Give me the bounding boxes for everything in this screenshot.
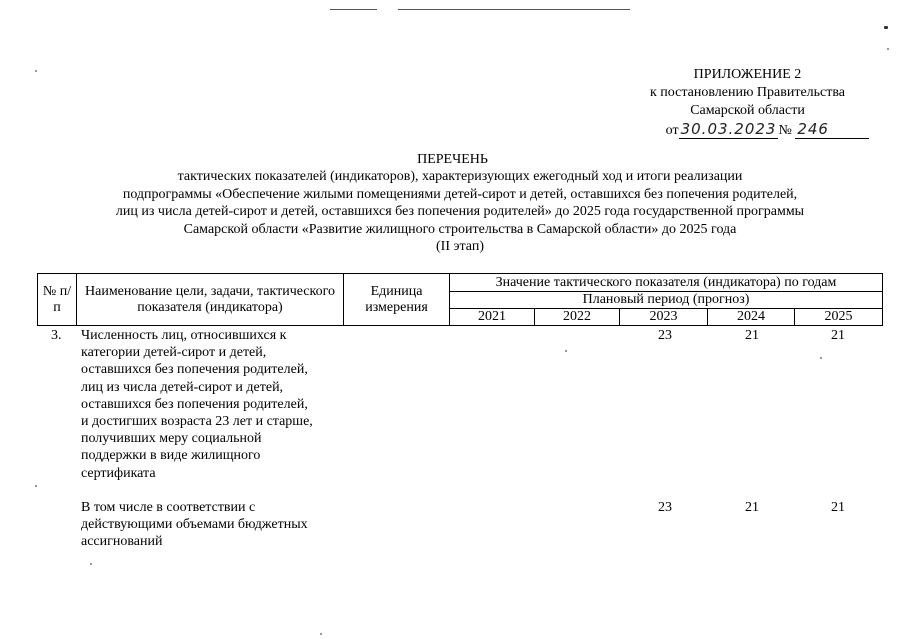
subtitle-line: Самарской области «Развитие жилищного строительства в Самарской области» до 2025 года <box>183 221 737 237</box>
header-values-group: Значение тактического показателя (индикатора) по годам <box>450 274 883 292</box>
value-2025: 21 <box>831 328 845 343</box>
scan-speck <box>565 350 567 352</box>
row-name-line: и достигших возраста 23 лет и старше, <box>81 414 313 430</box>
appendix-line-1: к постановлению Правительства <box>649 85 846 100</box>
row-name-line: оставшихся без попечения родителей, <box>81 396 308 412</box>
indicator-table-header <box>37 273 883 326</box>
subtitle-line: тактических показателей (индикаторов), характеризующих ежегодный ход и итоги реализации <box>177 169 743 184</box>
header-name: Наименование цели, задачи, тактического показателя (индикатора) <box>77 274 344 326</box>
scan-speck <box>884 26 888 29</box>
row-name <box>81 327 346 482</box>
header-year: 2022 <box>535 309 620 326</box>
row-name-line: В том числе в соответствии с <box>81 500 256 515</box>
row-name-line: Численность лиц, относившихся к <box>81 328 287 343</box>
header-year: 2023 <box>620 309 708 326</box>
scan-speck <box>820 357 822 359</box>
header-year: 2024 <box>708 309 795 326</box>
scan-line <box>398 9 630 10</box>
row-name-line: поддержки в виде жилищного <box>81 448 261 464</box>
row-name-line: лиц из числа детей-сирот и детей, <box>81 379 284 395</box>
scan-speck <box>35 70 37 72</box>
header-number: № п/п <box>38 274 77 326</box>
header-year: 2021 <box>450 309 535 326</box>
value-2024: 21 <box>745 328 759 343</box>
subtitle-line: (II этап) <box>436 239 484 255</box>
scan-speck <box>35 485 37 487</box>
scan-speck <box>90 563 92 565</box>
row-name-line: категории детей-сирот и детей, <box>81 345 267 361</box>
date-prefix: от <box>665 123 679 138</box>
document-subtitle <box>60 168 860 256</box>
row-name-line: ассигнований <box>81 534 163 550</box>
subtitle-line: подпрограммы «Обеспечение жилыми помещениями детей-сирот и детей, оставшихся без попечения родителей, <box>122 186 798 202</box>
subtitle-line: лиц из числа детей-сирот и детей, оставшихся без попечения родителей» до 2025 года государственной программы <box>115 204 805 220</box>
number-value: 246 <box>795 120 869 139</box>
number-prefix: № <box>778 123 792 138</box>
scan-speck <box>320 633 322 635</box>
header-unit: Единица измерения <box>344 274 450 326</box>
row-name-line: получивших меру социальной <box>81 431 262 447</box>
row-number: 3. <box>51 328 62 343</box>
row-name-line: действующими объемами бюджетных <box>81 517 308 533</box>
date-value: 30.03.2023 <box>680 120 777 138</box>
value-2023: 23 <box>658 328 672 343</box>
value-2025: 21 <box>831 500 845 515</box>
row-name-line: оставшихся без попечения родителей, <box>81 362 308 378</box>
appendix-line-2: Самарской области <box>690 103 805 118</box>
scan-speck <box>887 48 889 50</box>
appendix-block <box>600 66 895 140</box>
row-name-line: сертификата <box>81 465 156 481</box>
header-planned-period: Плановый период (прогноз) <box>450 292 883 309</box>
appendix-title: ПРИЛОЖЕНИЕ 2 <box>693 67 802 82</box>
scan-line <box>330 9 377 10</box>
header-year: 2025 <box>795 309 883 326</box>
appendix-date-line <box>600 120 895 140</box>
value-2023: 23 <box>658 500 672 515</box>
document-title: ПЕРЕЧЕНЬ <box>417 152 488 167</box>
value-2024: 21 <box>745 500 759 515</box>
row-name <box>81 499 346 551</box>
